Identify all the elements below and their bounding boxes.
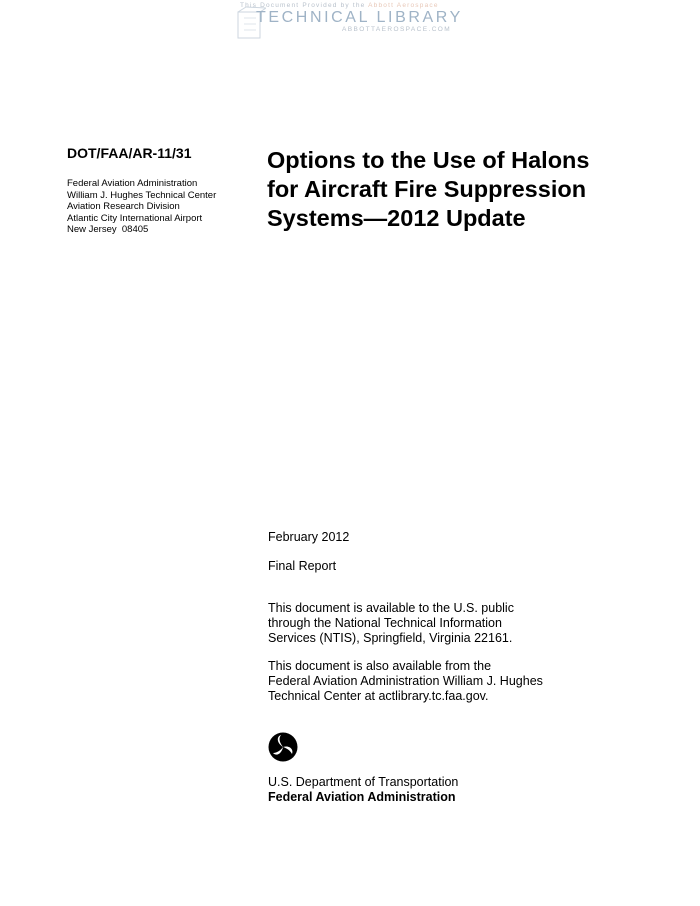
- report-number: DOT/FAA/AR-11/31: [67, 145, 192, 161]
- org-line: William J. Hughes Technical Center: [67, 189, 217, 201]
- availability-line: through the National Technical Information: [268, 616, 502, 630]
- agency-name: Federal Aviation Administration: [268, 790, 456, 804]
- availability-line: Federal Aviation Administration William J. Hughes: [268, 674, 543, 688]
- availability-ntis: [268, 601, 514, 646]
- report-date: February 2012: [268, 530, 350, 544]
- watermark-url: ABBOTTAEROSPACE.COM: [342, 26, 452, 33]
- title-line: for Aircraft Fire Suppression: [267, 176, 587, 202]
- availability-line: Technical Center at actlibrary.tc.faa.gov.: [268, 689, 489, 703]
- department-name: U.S. Department of Transportation: [268, 775, 459, 789]
- organization-address: [67, 178, 216, 236]
- title-line: Options to the Use of Halons: [267, 147, 590, 173]
- report-type: Final Report: [268, 559, 337, 573]
- org-line: Federal Aviation Administration: [67, 178, 198, 189]
- availability-line: Services (NTIS), Springfield, Virginia 22161.: [268, 631, 513, 645]
- availability-faa-library: [268, 659, 543, 704]
- dot-tri-swirl-icon: [268, 732, 298, 762]
- org-line: Atlantic City International Airport: [67, 212, 203, 224]
- availability-line: This document is also available from the: [268, 659, 492, 673]
- availability-line: This document is available to the U.S. public: [268, 601, 514, 615]
- watermark-provided-by: This Document Provided by the Abbott Aerospace: [240, 2, 439, 9]
- title-line: Systems—2012 Update: [267, 205, 526, 231]
- report-title: [267, 146, 687, 233]
- issuing-department: [268, 775, 458, 805]
- watermark-title: TECHNICAL LIBRARY: [256, 9, 463, 26]
- org-line: New Jersey 08405: [67, 224, 149, 235]
- watermark: [236, 2, 463, 44]
- org-line: Aviation Research Division: [67, 201, 180, 212]
